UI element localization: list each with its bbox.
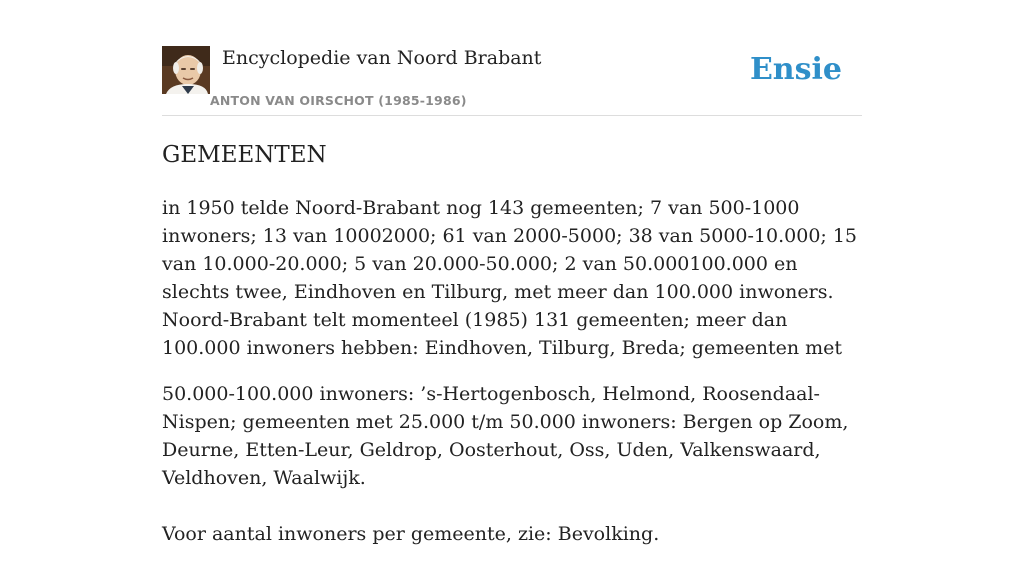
ensie-logo[interactable]: Ensie — [749, 52, 842, 87]
see-also-suffix: . — [653, 523, 660, 545]
author-portrait-icon — [162, 46, 210, 94]
entry-paragraph-1: in 1950 telde Noord-Brabant nog 143 gemeenten; 7 van 500-1000 inwoners; 13 van 10002000; 61 van 2000-5000; 38 van 5000-10.000; 15 van 10.000-20.000; 5 van 20.000-50.000; 2 van 50.000100.000 en slechts twee, Eindhoven en Tilburg, met meer dan 100.000 inwoners. Noord-Brabant telt momenteel (1985) 131 gemeenten; meer dan 100.000 inwoners hebben: Eindhoven, Tilburg, Breda; gemeenten met — [162, 197, 858, 359]
entry-title: GEMEENTEN — [162, 142, 327, 168]
entry-content — [162, 138, 862, 566]
see-also-prefix: Voor aantal inwoners per gemeente, zie: — [162, 523, 558, 545]
book-title[interactable]: Encyclopedie van Noord Brabant — [222, 47, 542, 69]
see-also-paragraph — [162, 520, 862, 548]
author-avatar — [162, 46, 210, 94]
author-name[interactable]: ANTON VAN OIRSCHOT (1985-1986) — [210, 93, 467, 108]
entry-paragraph-2: 50.000-100.000 inwoners: ’s-Hertogenbosch, Helmond, Roosendaal-Nispen; gemeenten met 25.000 t/m 50.000 inwoners: Bergen op Zoom, Deurne, Etten-Leur, Geldrop, Oosterhout, Oss, Uden, Valkenswaard, Veldhoven, Waalwijk. — [162, 383, 849, 489]
header — [162, 46, 862, 116]
see-also-link-bevolking[interactable]: Bevolking — [557, 523, 654, 545]
